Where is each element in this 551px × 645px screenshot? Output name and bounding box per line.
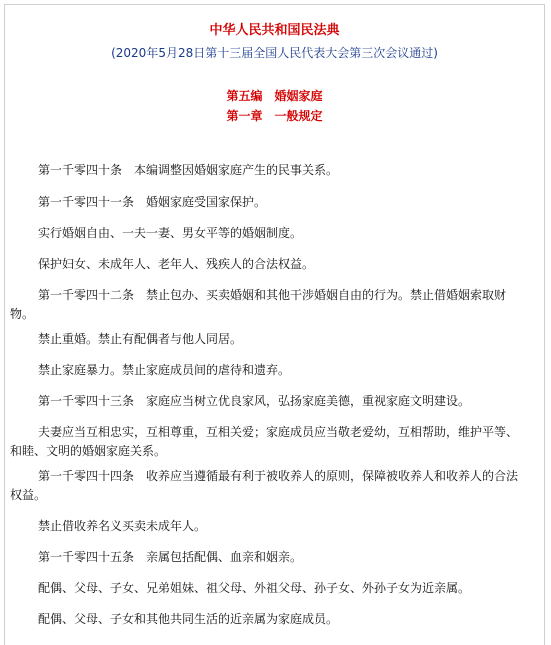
paragraph: 第一千零四十四条 收养应当遵循最有利于被收养人的原则，保障被收养人和收养人的合法权益。 — [10, 469, 519, 502]
part-heading: 第五编 婚姻家庭 — [226, 89, 323, 103]
document-title: 中华人民共和国民法典 — [209, 23, 340, 38]
paragraph: 第一千零四十一条 婚姻家庭受国家保护。 — [38, 195, 267, 209]
paragraph: 第一千零四十条 本编调整因婚姻家庭产生的民事关系。 — [38, 163, 339, 177]
document-page — [4, 4, 545, 645]
paragraph: 第一千零四十二条 禁止包办、买卖婚姻和其他干涉婚姻自由的行为。禁止借婚姻索取财物。 — [10, 288, 507, 321]
paragraph: 配偶、父母、子女、兄弟姐妹、祖父母、外祖父母、孙子女、外孙子女为近亲属。 — [38, 581, 471, 595]
paragraph: 禁止重婚。禁止有配偶者与他人同居。 — [38, 332, 243, 346]
document-subtitle: (2020年5月28日第十三届全国人民代表大会第三次会议通过) — [111, 46, 438, 60]
paragraph: 第一千零四十三条 家庭应当树立优良家风，弘扬家庭美德，重视家庭文明建设。 — [38, 394, 471, 408]
paragraph: 禁止家庭暴力。禁止家庭成员间的虐待和遗弃。 — [38, 363, 291, 377]
paragraph: 禁止借收养名义买卖未成年人。 — [38, 519, 207, 533]
paragraph: 第一千零四十五条 亲属包括配偶、血亲和姻亲。 — [38, 550, 303, 564]
paragraph: 实行婚姻自由、一夫一妻、男女平等的婚姻制度。 — [38, 226, 303, 240]
paragraph: 保护妇女、未成年人、老年人、残疾人的合法权益。 — [38, 257, 315, 271]
paragraph: 夫妻应当互相忠实，互相尊重，互相关爱；家庭成员应当敬老爱幼，互相帮助，维护平等、和睦、文明的婚姻家庭关系。 — [10, 425, 519, 458]
paragraph: 配偶、父母、子女和其他共同生活的近亲属为家庭成员。 — [38, 612, 339, 626]
chapter-heading: 第一章 一般规定 — [226, 109, 323, 123]
